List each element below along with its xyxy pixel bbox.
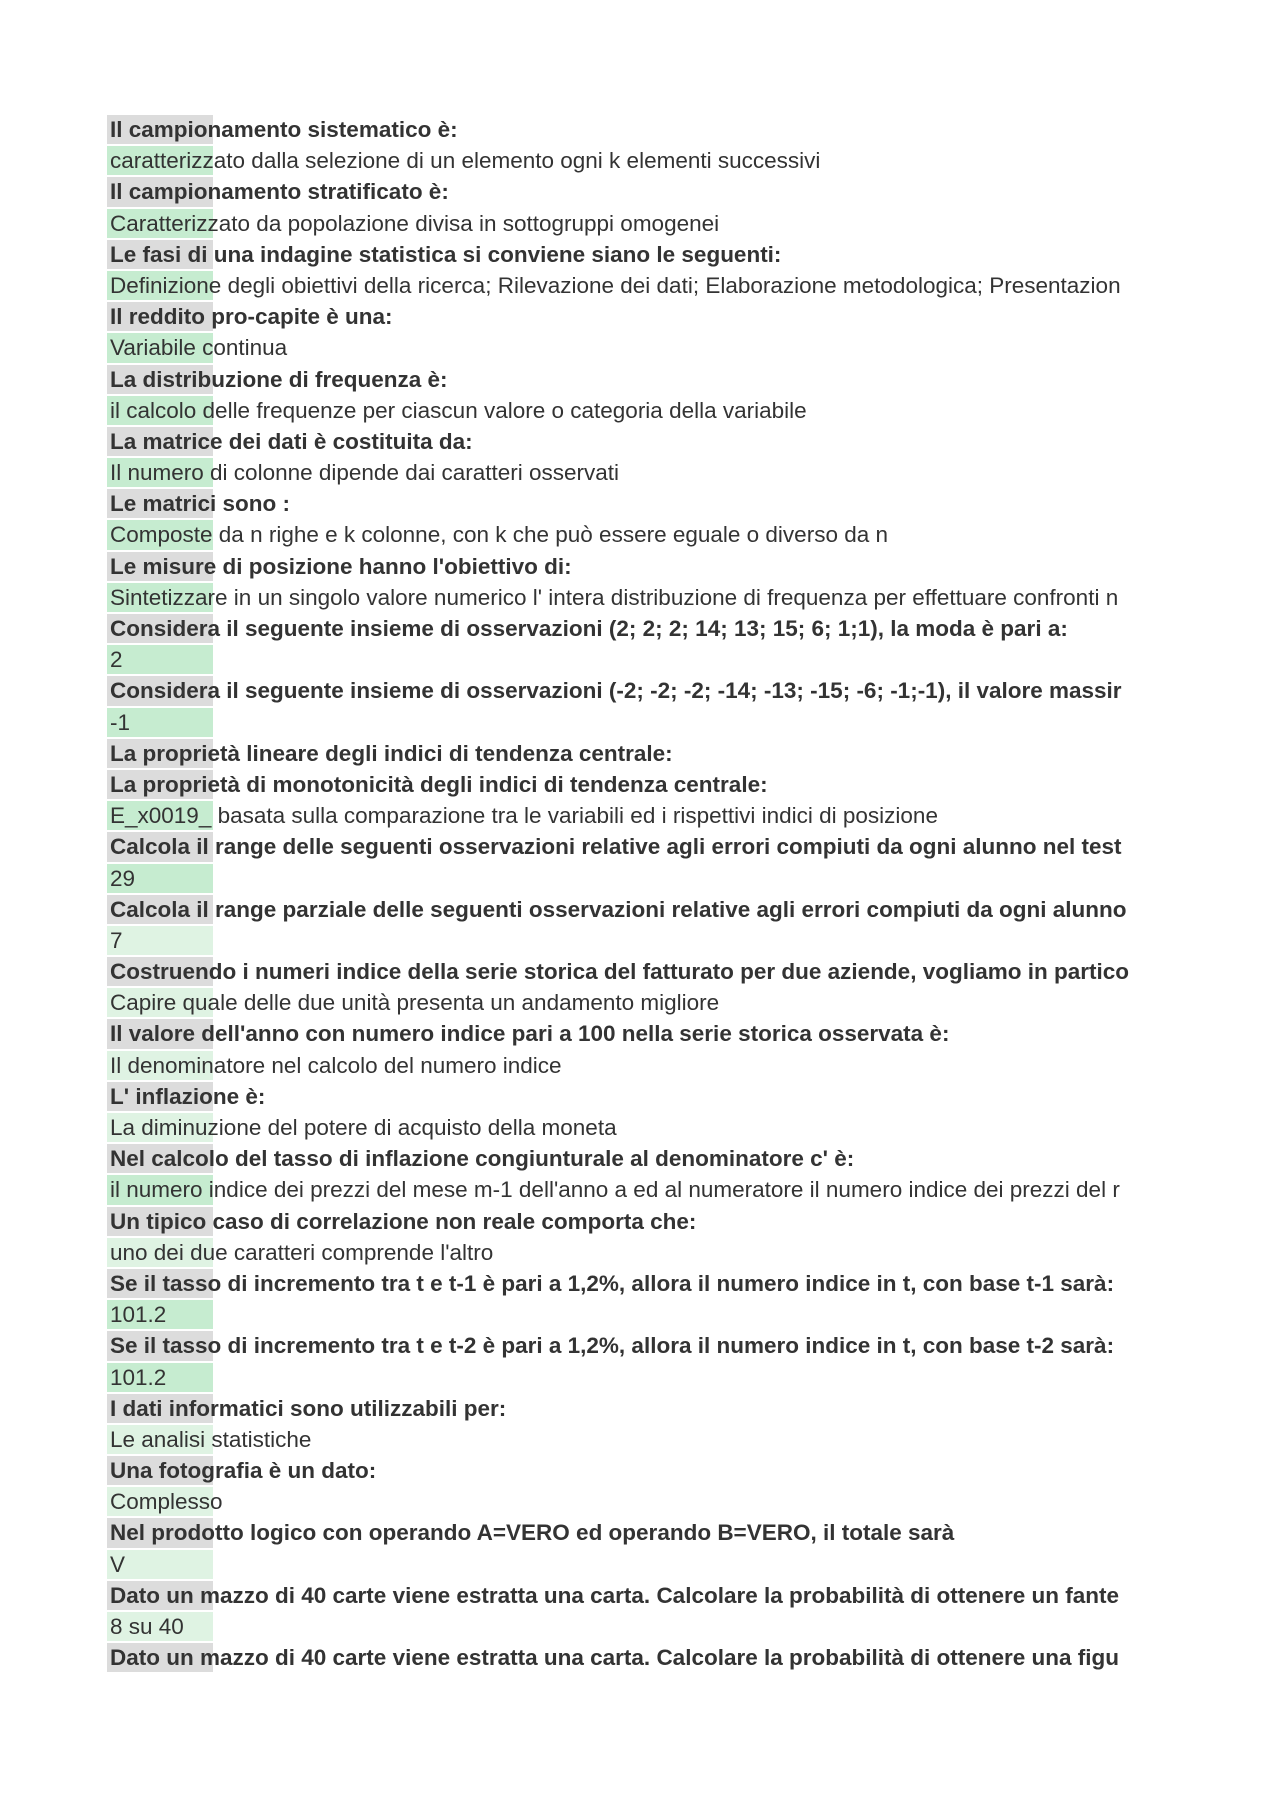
- question-text: La proprietà di monotonicità degli indici di tendenza centrale:: [110, 771, 768, 797]
- question-text: La proprietà lineare degli indici di tendenza centrale:: [110, 740, 673, 766]
- question-text: La matrice dei dati è costituita da:: [110, 428, 473, 454]
- question-text: Le fasi di una indagine statistica si conviene siano le seguenti:: [110, 241, 782, 267]
- question-row: [107, 114, 1178, 145]
- answer-row: [107, 1299, 1178, 1330]
- question-row: [107, 1268, 1178, 1299]
- question-row: [107, 1393, 1178, 1424]
- answer-text: Il denominatore nel calcolo del numero indice: [110, 1052, 562, 1078]
- answer-text: Capire quale delle due unità presenta un andamento migliore: [110, 990, 720, 1016]
- question-row: [107, 956, 1178, 987]
- answer-row: [107, 519, 1178, 550]
- question-row: [107, 301, 1178, 332]
- question-row: [107, 738, 1178, 769]
- answer-text: Le analisi statistiche: [110, 1426, 312, 1452]
- answer-row: [107, 1549, 1178, 1580]
- question-text: Il valore dell'anno con numero indice pari a 100 nella serie storica osservata è:: [110, 1021, 950, 1047]
- answer-text: uno dei due caratteri comprende l'altro: [110, 1239, 494, 1265]
- spreadsheet-page: [107, 114, 1178, 1673]
- answer-row: [107, 800, 1178, 831]
- question-text: Nel calcolo del tasso di inflazione congiunturale al denominatore c' è:: [110, 1146, 855, 1172]
- question-text: Il reddito pro-capite è una:: [110, 304, 393, 330]
- answer-text: -1: [110, 709, 131, 735]
- answer-row: [107, 707, 1178, 738]
- question-text: Considera il seguente insieme di osservazioni (2; 2; 2; 14; 13; 15; 6; 1;1), la moda è pari a:: [110, 616, 1068, 641]
- answer-row: [107, 987, 1178, 1018]
- answer-row: [107, 1237, 1178, 1268]
- answer-row: [107, 270, 1178, 301]
- answer-row: [107, 332, 1178, 363]
- question-row: [107, 364, 1178, 395]
- question-row: [107, 1517, 1178, 1548]
- answer-row: [107, 925, 1178, 956]
- question-row: [107, 1206, 1178, 1237]
- question-row: [107, 894, 1178, 925]
- question-text: Se il tasso di incremento tra t e t-2 è pari a 1,2%, allora il numero indice in t, con base t-2 sarà:: [110, 1333, 1115, 1359]
- answer-row: [107, 863, 1178, 894]
- answer-text: 7: [110, 927, 123, 953]
- answer-text: Complesso: [110, 1489, 223, 1515]
- question-row: [107, 1580, 1178, 1611]
- question-row: [107, 613, 1178, 644]
- answer-text: La diminuzione del potere di acquisto della moneta: [110, 1115, 617, 1140]
- question-text: Un tipico caso di correlazione non reale comporta che:: [110, 1208, 697, 1234]
- question-text: Dato un mazzo di 40 carte viene estratta una carta. Calcolare la probabilità di ottenere una figu: [110, 1645, 1120, 1671]
- answer-text: 101.2: [110, 1302, 167, 1328]
- question-text: Il campionamento sistematico è:: [110, 117, 458, 142]
- answer-text: Caratterizzato da popolazione divisa in sottogruppi omogenei: [110, 210, 720, 236]
- answer-text: Composte da n righe e k colonne, con k che può essere eguale o diverso da n: [110, 522, 888, 548]
- question-text: Costruendo i numeri indice della serie storica del fatturato per due aziende, vogliamo in partico: [110, 959, 1129, 985]
- answer-text: 8 su 40: [110, 1614, 184, 1639]
- answer-text: caratterizzato dalla selezione di un elemento ogni k elementi successivi: [110, 148, 821, 174]
- answer-text: E_x0019_ basata sulla comparazione tra le variabili ed i rispettivi indici di posizione: [110, 803, 938, 829]
- answer-row: [107, 145, 1178, 176]
- answer-row: [107, 644, 1178, 675]
- answer-text: Variabile continua: [110, 335, 288, 361]
- answer-row: [107, 1611, 1178, 1642]
- answer-text: Sintetizzare in un singolo valore numerico l' intera distribuzione di frequenza per effettuare confronti n: [110, 584, 1119, 610]
- answer-row: [107, 457, 1178, 488]
- question-text: Le misure di posizione hanno l'obiettivo di:: [110, 553, 572, 579]
- question-text: La distribuzione di frequenza è:: [110, 366, 448, 392]
- answer-row: [107, 1362, 1178, 1393]
- answer-row: [107, 208, 1178, 239]
- answer-row: [107, 582, 1178, 613]
- question-row: [107, 1018, 1178, 1049]
- question-text: Nel prodotto logico con operando A=VERO ed operando B=VERO, il totale sarà: [110, 1520, 955, 1546]
- question-text: Se il tasso di incremento tra t e t-1 è pari a 1,2%, allora il numero indice in t, con base t-1 sarà:: [110, 1270, 1115, 1296]
- question-row: [107, 769, 1178, 800]
- answer-text: il calcolo delle frequenze per ciascun valore o categoria della variabile: [110, 397, 807, 423]
- question-row: [107, 551, 1178, 582]
- question-row: [107, 176, 1178, 207]
- question-row: [107, 1081, 1178, 1112]
- question-text: Considera il seguente insieme di osservazioni (-2; -2; -2; -14; -13; -15; -6; -1;-1), il valore massir: [110, 678, 1122, 704]
- question-row: [107, 675, 1178, 706]
- answer-text: il numero indice dei prezzi del mese m-1 dell'anno a ed al numeratore il numero indice dei prezzi del r: [110, 1177, 1120, 1203]
- answer-text: Definizione degli obiettivi della ricerca; Rilevazione dei dati; Elaborazione metodologica; Presentazion: [110, 272, 1121, 298]
- answer-row: [107, 1486, 1178, 1517]
- question-row: [107, 831, 1178, 862]
- answer-row: [107, 1112, 1178, 1143]
- question-row: [107, 1143, 1178, 1174]
- question-text: Il campionamento stratificato è:: [110, 179, 449, 205]
- question-row: [107, 1642, 1178, 1673]
- answer-row: [107, 395, 1178, 426]
- question-row: [107, 488, 1178, 519]
- answer-text: Il numero di colonne dipende dai caratteri osservati: [110, 460, 620, 486]
- answer-row: [107, 1050, 1178, 1081]
- question-row: [107, 1455, 1178, 1486]
- answer-text: 101.2: [110, 1364, 167, 1390]
- answer-text: V: [110, 1551, 126, 1577]
- question-text: Una fotografia è un dato:: [110, 1458, 377, 1484]
- answer-row: [107, 1424, 1178, 1455]
- answer-row: [107, 1174, 1178, 1205]
- answer-text: 29: [110, 865, 136, 891]
- question-row: [107, 1330, 1178, 1361]
- answer-text: 2: [110, 647, 123, 673]
- question-text: Calcola il range delle seguenti osservazioni relative agli errori compiuti da ogni alunno nel test: [110, 834, 1122, 860]
- question-text: I dati informatici sono utilizzabili per:: [110, 1395, 507, 1421]
- question-text: Le matrici sono :: [110, 491, 291, 517]
- question-text: Calcola il range parziale delle seguenti osservazioni relative agli errori compiuti da ogni alunno: [110, 896, 1127, 922]
- question-row: [107, 239, 1178, 270]
- question-row: [107, 426, 1178, 457]
- question-text: L' inflazione è:: [110, 1083, 266, 1109]
- question-text: Dato un mazzo di 40 carte viene estratta una carta. Calcolare la probabilità di ottenere un fante: [110, 1582, 1120, 1608]
